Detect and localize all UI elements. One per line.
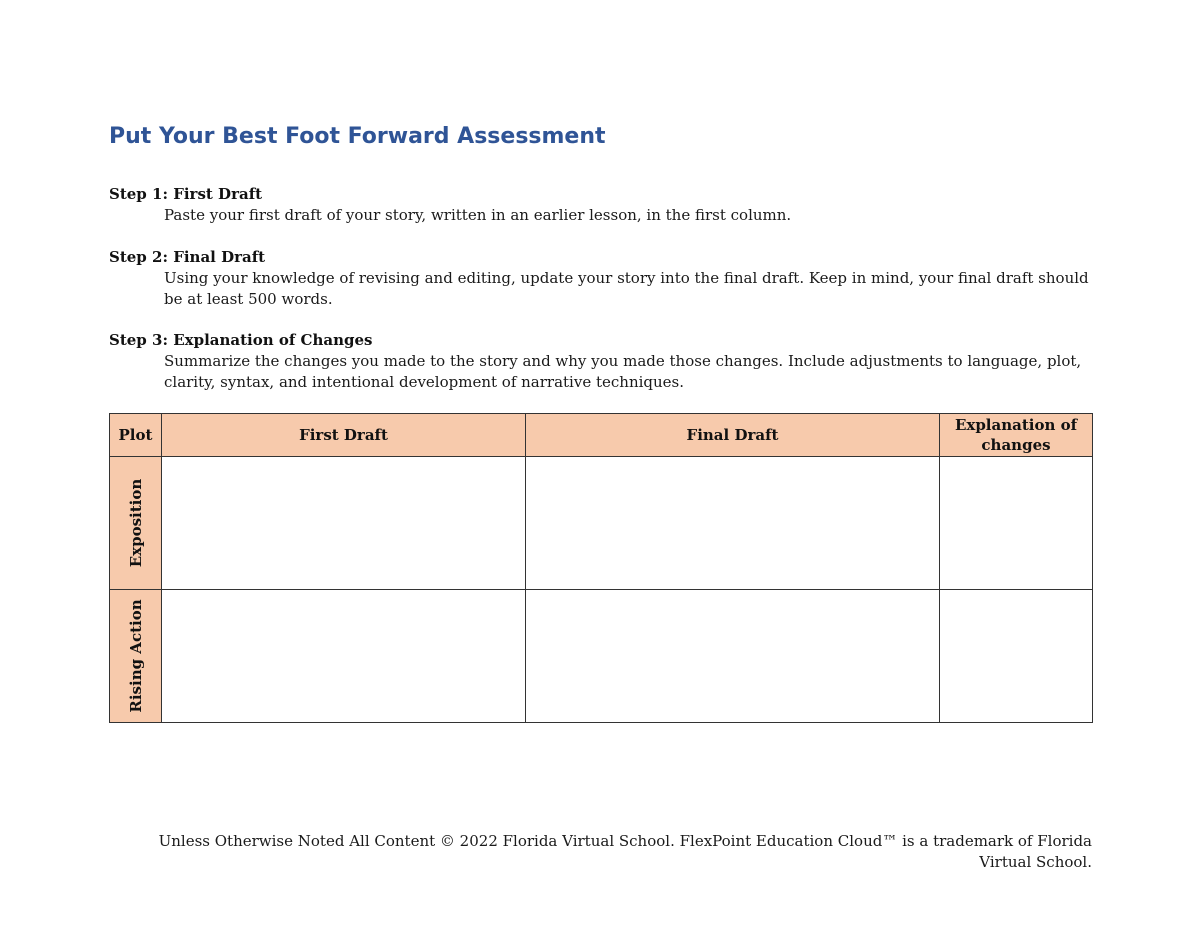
plot-table [109,413,1093,723]
step-1 [109,184,1094,226]
step-3 [109,330,1094,393]
header-final-draft: Final Draft [526,414,940,457]
header-plot: Plot [110,414,162,457]
rising-action-first-draft-cell[interactable] [162,590,526,723]
rising-action-explanation-cell[interactable] [940,590,1093,723]
document-title: Put Your Best Foot Forward Assessment [109,124,606,149]
table-row-rising-action [110,590,1093,723]
step-1-heading: Step 1: First Draft [109,185,263,203]
step-2-instructions: Using your knowledge of revising and editing, update your story into the final draft. Keep in mind, your final draft should be at least 500 words. [164,269,1089,308]
exposition-first-draft-cell[interactable] [162,457,526,590]
step-2 [109,247,1094,310]
rising-action-final-draft-cell[interactable] [526,590,940,723]
row-label-rising-action [110,590,162,723]
header-first-draft: First Draft [162,414,526,457]
step-3-instructions: Summarize the changes you made to the story and why you made those changes. Include adjustments to language, plot, clarity, syntax, and intentional development of narrative techniques. [164,352,1082,391]
exposition-final-draft-cell[interactable] [526,457,940,590]
copyright-footer: Unless Otherwise Noted All Content © 2022 Florida Virtual School. FlexPoint Education Cloud™ is a trademark of Florida Virtual School. [158,832,1092,871]
exposition-explanation-cell[interactable] [940,457,1093,590]
row-label-rising-action-text: Rising Action [126,599,145,713]
row-label-exposition [110,457,162,590]
step-3-heading: Step 3: Explanation of Changes [109,331,373,349]
step-1-instructions: Paste your first draft of your story, written in an earlier lesson, in the first column. [164,206,792,224]
table-row-exposition [110,457,1093,590]
row-label-exposition-text: Exposition [126,478,145,568]
step-2-heading: Step 2: Final Draft [109,248,266,266]
table-header-row [110,414,1093,457]
header-explanation: Explanation of changes [940,414,1093,457]
